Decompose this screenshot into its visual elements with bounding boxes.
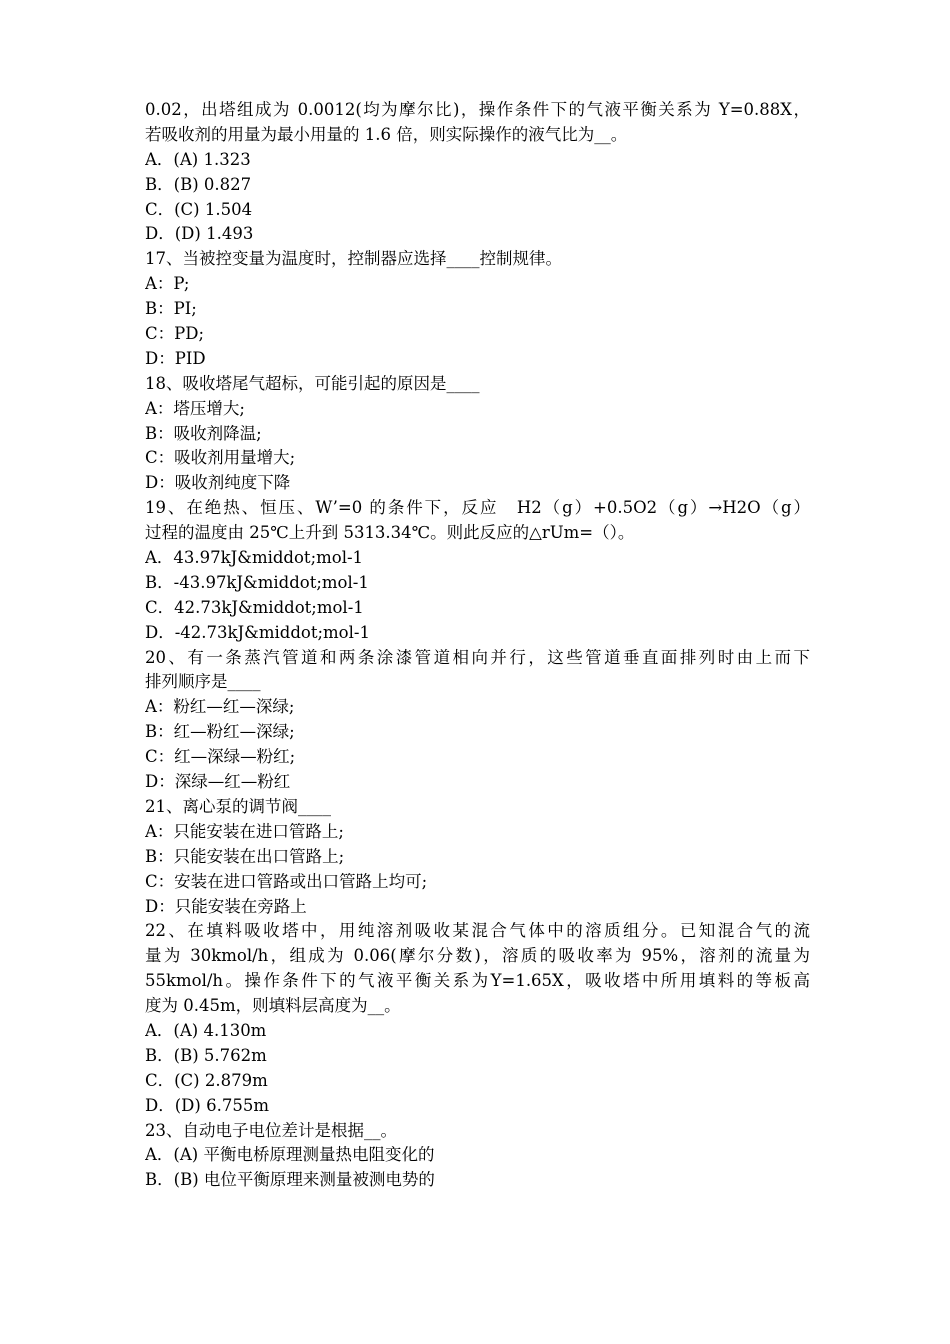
- text-line: D：深绿—红—粉红: [145, 772, 291, 792]
- text-line: A：粉红—红—深绿;: [145, 697, 295, 717]
- text-line: 22、在填料吸收塔中，用纯溶剂吸收某混合气体中的溶质组分。已知混合气的流: [145, 921, 810, 941]
- text-line: A．(A) 1.323: [145, 149, 251, 169]
- text-line: D．-42.73kJ&middot;mol-1: [145, 622, 370, 642]
- text-line: 排列顺序是____: [145, 672, 261, 692]
- text-line: A．43.97kJ&middot;mol-1: [145, 548, 364, 568]
- text-line: B．(B) 电位平衡原理来测量被测电势的: [145, 1170, 435, 1190]
- text-line: C．42.73kJ&middot;mol-1: [145, 597, 364, 617]
- text-line: A：P;: [145, 274, 190, 294]
- text-line: 度为 0.45m，则填料层高度为__。: [145, 996, 401, 1016]
- text-line: B：PI;: [145, 299, 197, 319]
- text-line: A：塔压增大;: [145, 398, 245, 418]
- text-line: 18、吸收塔尾气超标，可能引起的原因是____: [145, 373, 480, 393]
- text-line: C：吸收剂用量增大;: [145, 448, 296, 468]
- text-line: B：吸收剂降温;: [145, 423, 262, 443]
- text-line: D．(D) 1.493: [145, 224, 254, 244]
- text-line: 55kmol/h。操作条件下的气液平衡关系为Y=1.65X，吸收塔中所用填料的等板高: [145, 971, 810, 991]
- text-line: B：红—粉红—深绿;: [145, 722, 295, 742]
- text-line: C．(C) 2.879m: [145, 1070, 268, 1090]
- text-line: 17、当被控变量为温度时，控制器应选择____控制规律。: [145, 249, 562, 269]
- text-line: 23、自动电子电位差计是根据__。: [145, 1120, 397, 1140]
- text-line: B．(B) 0.827: [145, 174, 252, 194]
- text-line: D：PID: [145, 348, 206, 368]
- text-line: 0.02，出塔组成为 0.0012(均为摩尔比)，操作条件下的气液平衡关系为 Y=0.88X，: [145, 100, 810, 119]
- text-line: C：PD;: [145, 324, 205, 344]
- text-line: C：安装在进口管路或出口管路上均可;: [145, 871, 428, 891]
- text-line: 若吸收剂的用量为最小用量的 1.6 倍，则实际操作的液气比为__。: [145, 124, 628, 144]
- text-line: C：红—深绿—粉红;: [145, 747, 296, 767]
- text-line: A．(A) 4.130m: [145, 1020, 267, 1040]
- document-page: [145, 98, 810, 1193]
- text-line: B．-43.97kJ&middot;mol-1: [145, 572, 369, 592]
- text-line: D．(D) 6.755m: [145, 1095, 269, 1115]
- text-line: A．(A) 平衡电桥原理测量热电阻变化的: [145, 1145, 435, 1165]
- text-line: B．(B) 5.762m: [145, 1045, 267, 1065]
- text-line: 过程的温度由 25℃上升到 5313.34℃。则此反应的△rUm=（）。: [145, 523, 635, 543]
- text-line: 20、有一条蒸汽管道和两条涂漆管道相向并行，这些管道垂直面排列时由上而下: [145, 647, 810, 667]
- text-line: 21、离心泵的调节阀____: [145, 796, 331, 816]
- text-line: B：只能安装在出口管路上;: [145, 846, 345, 866]
- text-line: D：只能安装在旁路上: [145, 896, 307, 916]
- text-line: D：吸收剂纯度下降: [145, 473, 291, 493]
- text-line: C．(C) 1.504: [145, 199, 253, 219]
- text-line: 量为 30kmol/h，组成为 0.06(摩尔分数)，溶质的吸收率为 95%，溶剂的流量为: [145, 946, 810, 966]
- text-line: 19、在绝热、恒压、W’=0 的条件下，反应 H2（g）+0.5O2（g）→H2O（g）: [145, 498, 810, 518]
- text-line: A：只能安装在进口管路上;: [145, 821, 344, 841]
